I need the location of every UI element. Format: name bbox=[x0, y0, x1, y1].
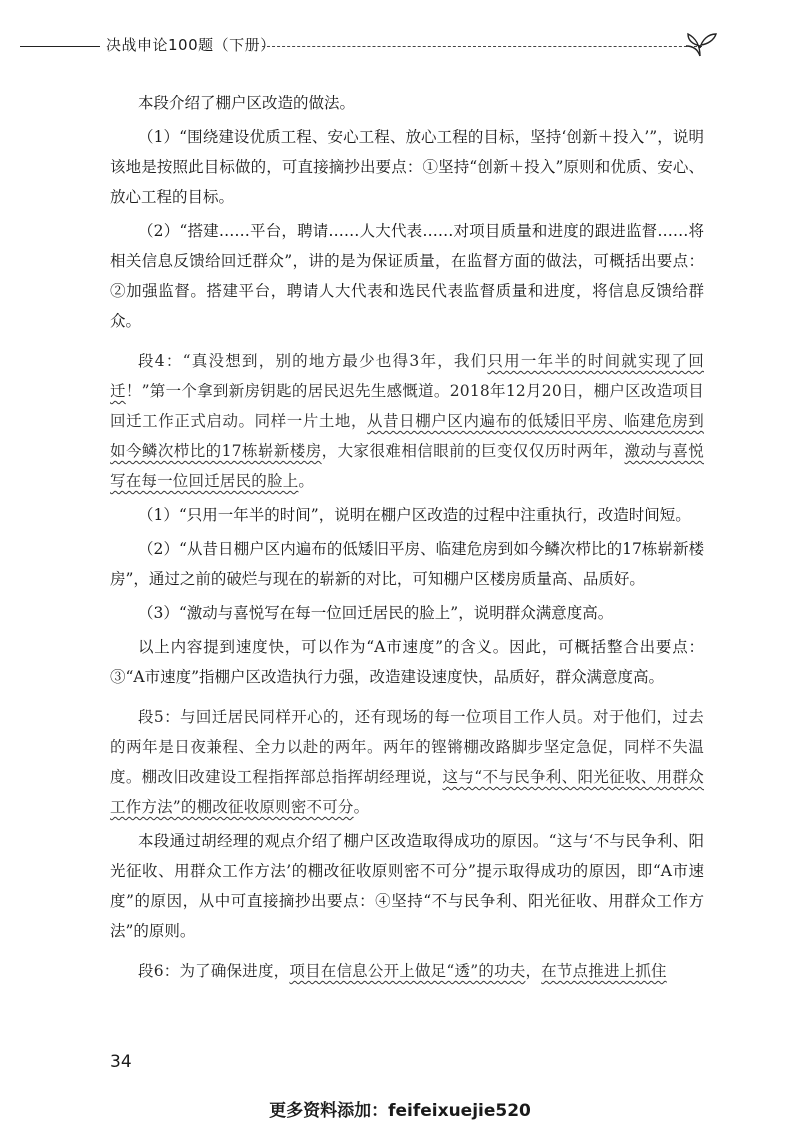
analysis-paragraph: （3）“激动与喜悦写在每一位回迁居民的脸上”，说明群众满意度高。 bbox=[138, 604, 614, 622]
source-paragraph-4 bbox=[110, 346, 704, 496]
analysis-paragraph: （1）“围绕建设优质工程、安心工程、放心工程的目标，坚持‘创新＋投入’”，说明该地是按照此目标做的，可直接摘抄出要点：①坚持“创新＋投入”原则和优质、安心、放心工程的目标。 bbox=[110, 128, 704, 206]
wavy-underlined-text: 这与“不与民争利、阳光征收、用群众工作方法”的棚改征收原则密不可分 bbox=[110, 768, 705, 816]
source-text: 。 bbox=[353, 798, 370, 816]
wavy-underlined-text: 在节点推进上抓住 bbox=[541, 962, 667, 980]
wavy-underlined-text: 激动与喜悦写在每一位回迁居民的脸上 bbox=[110, 442, 704, 490]
analysis-paragraph: （2）“搭建……平台，聘请……人大代表……对项目质量和进度的跟进监督……将相关信息反馈给回迁群众”，讲的是为保证质量，在监督方面的做法，可概括出要点：②加强监督。搭建平台，聘请人大代表和选民代表监督质量和进度，将信息反馈给群众。 bbox=[110, 222, 704, 330]
wavy-underlined-text: 从昔日棚户区内遍布的低矮旧平房、临建危房到如今鳞次栉比的17栋崭新楼房 bbox=[110, 412, 705, 460]
wavy-underlined-text: 只用一年半的时间就实现了回迁 bbox=[110, 352, 704, 400]
analysis-paragraph: （2）“从昔日棚户区内遍布的低矮旧平房、临建危房到如今鳞次栉比的17栋崭新楼房”，通过之前的破烂与现在的崭新的对比，可知棚户区楼房质量高、品质好。 bbox=[110, 540, 704, 588]
source-paragraph-6 bbox=[110, 956, 704, 986]
source-text: ， bbox=[525, 962, 542, 980]
header-rule-left bbox=[20, 46, 100, 47]
sprout-icon bbox=[682, 28, 718, 58]
source-paragraph-5 bbox=[110, 702, 704, 822]
page-number: 34 bbox=[110, 1052, 132, 1072]
wavy-underlined-text: 项目在信息公开上做足“透”的功夫 bbox=[289, 962, 526, 980]
book-title: 决战申论100题（下册） bbox=[106, 36, 276, 54]
page-body bbox=[110, 88, 704, 986]
source-text: ！”第一个拿到新房钥匙的居民迟先生感慨道。2018年12月20日，棚户区改造项目回迁工作正式启动。同样一片土地， bbox=[110, 382, 704, 430]
source-text: 段6：为了确保进度， bbox=[138, 962, 290, 980]
footer-note: 更多资料添加：feifeixuejie520 bbox=[269, 1101, 531, 1121]
analysis-paragraph: （1）“只用一年半的时间”，说明在棚户区改造的过程中注重执行，改造时间短。 bbox=[138, 506, 691, 524]
source-text: 段5：与回迁居民同样开心的，还有现场的每一位项目工作人员。对于他们，过去的两年是日夜兼程、全力以赴的两年。两年的铿锵棚改路脚步坚定急促，同样不失温度。棚改旧改建设工程指挥部总指挥胡经理说， bbox=[110, 708, 704, 786]
source-text: 段4：“真没想到，别的地方最少也得3年，我们 bbox=[138, 352, 488, 370]
source-text: ，大家很难相信眼前的巨变仅仅历时两年， bbox=[321, 442, 625, 460]
running-header bbox=[0, 30, 800, 60]
analysis-paragraph: 本段通过胡经理的观点介绍了棚户区改造取得成功的原因。“这与‘不与民争利、阳光征收、用群众工作方法’的棚改征收原则密不可分”提示取得成功的原因，即“A市速度”的原因，从中可直接摘抄出要点：④坚持“不与民争利、阳光征收、用群众工作方法”的原则。 bbox=[110, 832, 704, 940]
source-text: 。 bbox=[298, 472, 315, 490]
header-rule-right bbox=[262, 46, 702, 47]
analysis-paragraph: 本段介绍了棚户区改造的做法。 bbox=[138, 94, 356, 112]
analysis-paragraph: 以上内容提到速度快，可以作为“A市速度”的含义。因此，可概括整合出要点：③“A市速度”指棚户区改造执行力强，改造建设速度快，品质好，群众满意度高。 bbox=[110, 638, 704, 686]
